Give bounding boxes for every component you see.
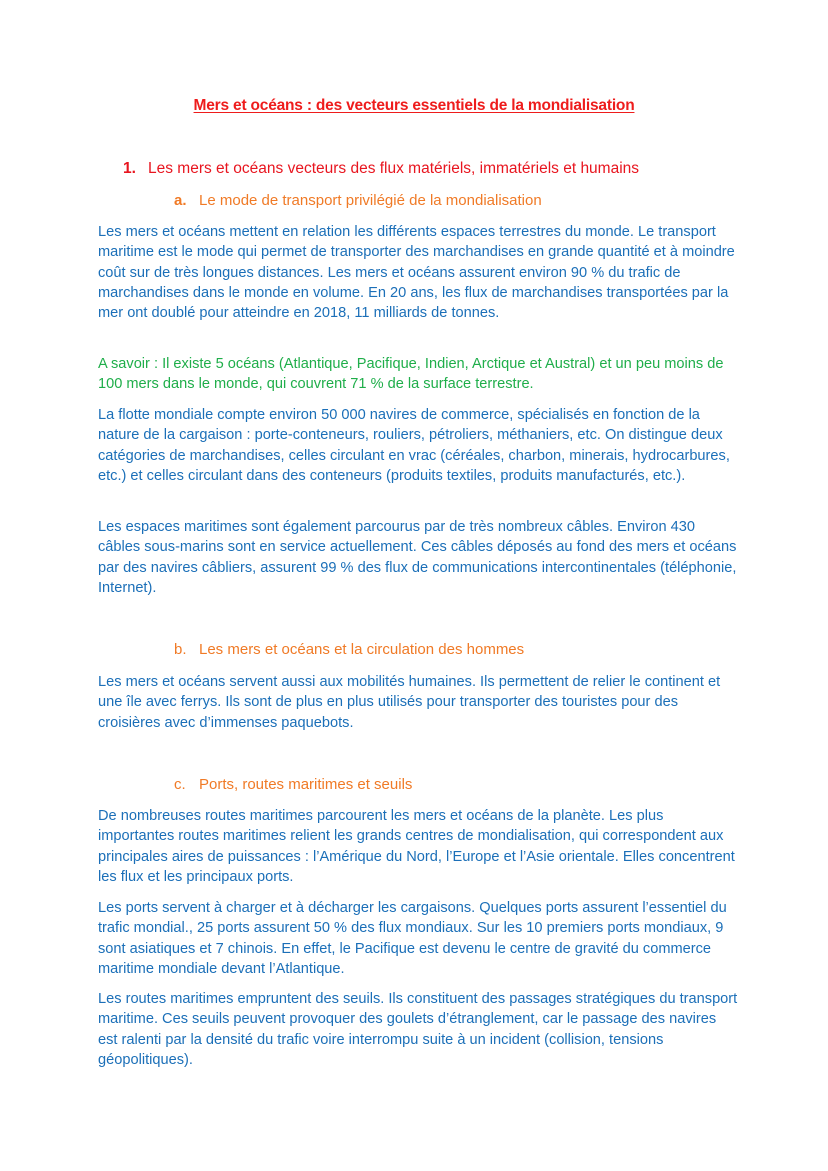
note-a-savoir: A savoir : Il existe 5 océans (Atlantique, Pacifique, Indien, Arctique et Austral) et un peu moins de 100 mers dans le monde, qui couvrent 71 % de la surface terrestre. bbox=[98, 356, 724, 393]
paragraph-transport-maritime: Les mers et océans mettent en relation les différents espaces terrestres du monde. Le transport maritime est le mode qui permet de transporter des marchandises en grande quantité et à moindre coût sur de très longues distances. Les mers et océans assurent environ 90 % du trafic de marchandises dans le monde en volume. En 20 ans, les flux de marchandises transportées par la mer ont doublé pour atteindre en 2018, 11 milliards de tonnes. bbox=[98, 224, 735, 322]
subsection-b-heading bbox=[174, 641, 524, 658]
subsection-a-heading-text: Le mode de transport privilégié de la mondialisation bbox=[199, 192, 542, 209]
section-1-heading-text: Les mers et océans vecteurs des flux matériels, immatériels et humains bbox=[148, 160, 640, 177]
paragraph-ports: Les ports servent à charger et à décharger les cargaisons. Quelques ports assurent l’essentiel du trafic mondial., 25 ports assurent 50 % des flux mondiaux. Sur les 10 premiers ports mondiaux, 9 sont asiatiques et 7 chinois. En effet, le Pacifique est devenu le centre de gravité du commerce maritime mondiale devant l’Atlantique. bbox=[98, 900, 727, 977]
paragraph-seuils: Les routes maritimes empruntent des seuils. Ils constituent des passages stratégiques du transport maritime. Ces seuils peuvent provoquer des goulets d’étranglement, car le passage des navires est ralenti par la densité du trafic voire interrompu suite à un incident (collision, tensions géopolitiques). bbox=[98, 991, 738, 1068]
section-1-heading bbox=[123, 160, 639, 178]
subsection-c-heading-text: Ports, routes maritimes et seuils bbox=[199, 776, 413, 793]
subsection-a-heading bbox=[174, 192, 542, 209]
paragraph-cables: Les espaces maritimes sont également parcourus par de très nombreux câbles. Environ 430 câbles sous-marins sont en service actuellement. Ces câbles déposés au fond des mers et océans par des navires câbliers, assurent 99 % des flux de communications intercontinentales (téléphonie, Internet). bbox=[98, 519, 737, 596]
document-title: Mers et océans : des vecteurs essentiels de la mondialisation bbox=[193, 97, 635, 114]
paragraph-routes-maritimes: De nombreuses routes maritimes parcourent les mers et océans de la planète. Les plus importantes routes maritimes relient les grands centres de mondialisation, qui correspondent aux principales aires de puissances : l’Amérique du Nord, l’Europe et l’Asie orientale. Elles concentrent les flux et les principaux ports. bbox=[98, 808, 735, 885]
subsection-c-letter: c. bbox=[174, 776, 186, 793]
subsection-c-heading bbox=[174, 776, 412, 793]
paragraph-flotte-mondiale: La flotte mondiale compte environ 50 000 navires de commerce, spécialisés en fonction de la nature de la cargaison : porte-conteneurs, rouliers, pétroliers, méthaniers, etc. On distingue deux catégories de marchandises, celles circulant en vrac (céréales, charbon, minerais, hydrocarbures, etc.) et celles circulant dans des conteneurs (produits textiles, produits manufacturés, etc.). bbox=[98, 407, 730, 484]
subsection-b-heading-text: Les mers et océans et la circulation des hommes bbox=[199, 641, 525, 658]
subsection-a-letter: a. bbox=[174, 192, 187, 209]
paragraph-mobilites-humaines: Les mers et océans servent aussi aux mobilités humaines. Ils permettent de relier le continent et une île avec ferrys. Ils sont de plus en plus utilisés pour transporter des touristes pour des croisières avec d’immenses paquebots. bbox=[98, 674, 721, 731]
section-1-number: 1. bbox=[123, 160, 136, 177]
subsection-b-letter: b. bbox=[174, 641, 187, 658]
